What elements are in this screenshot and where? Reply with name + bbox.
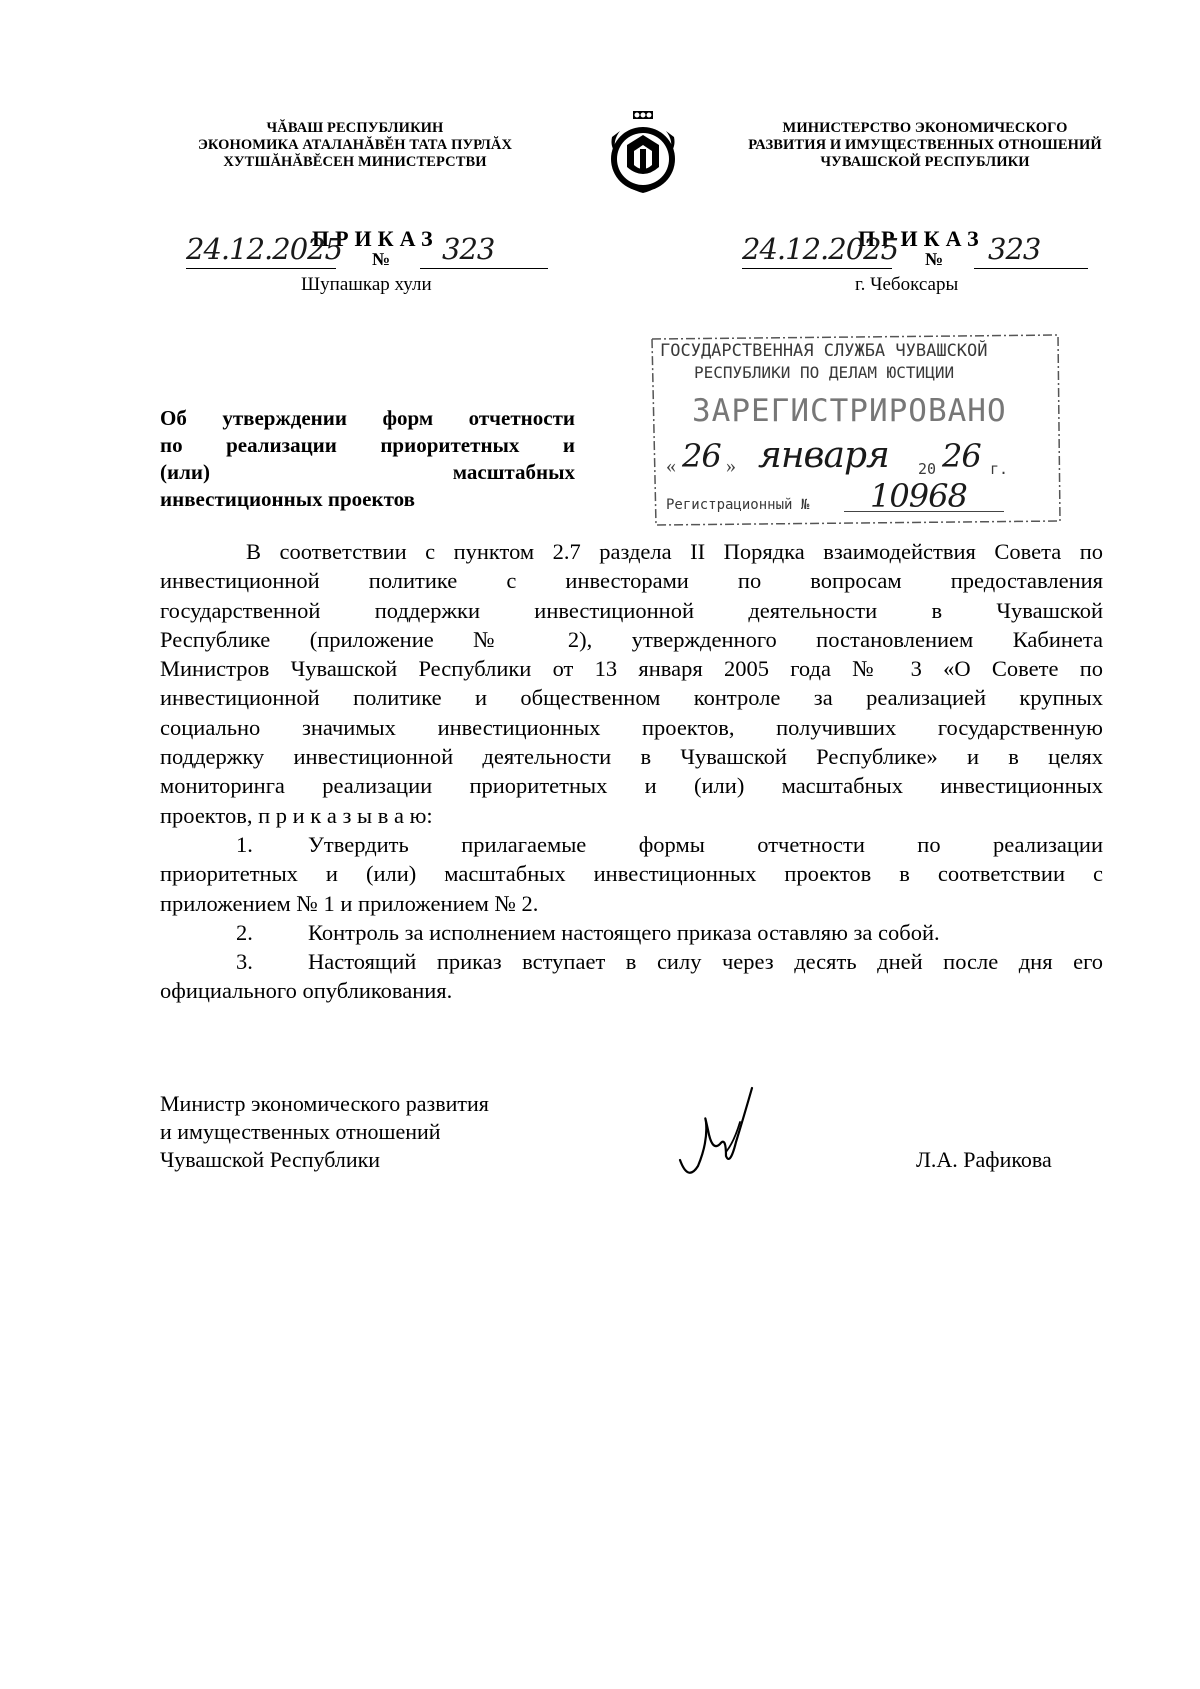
- body-line: инвестиционной политике и общественном контроле за реализацией крупных: [160, 685, 1103, 711]
- stamp-line1: ГОСУДАРСТВЕННАЯ СЛУЖБА ЧУВАШСКОЙ: [660, 341, 988, 361]
- body-line: проектов, п р и к а з ы в а ю:: [160, 802, 433, 828]
- body-line: поддержку инвестиционной деятельности в Чувашской Республике» и в целях: [160, 744, 1103, 770]
- body-line: официального опубликования.: [160, 978, 453, 1004]
- position-line: Министр экономического развития: [160, 1091, 489, 1116]
- registration-stamp: [648, 325, 1062, 531]
- header-right-line: РАЗВИТИЯ И ИМУЩЕСТВЕННЫХ ОТНОШЕНИЙ: [748, 137, 1102, 153]
- stamp-reg-label: Регистрационный №: [666, 497, 810, 513]
- body-line: социально значимых инвестиционных проектов, получивших государственную: [160, 714, 1103, 740]
- title-line: инвестиционных проектов: [160, 487, 415, 511]
- signatory-position: [160, 1090, 489, 1174]
- body-line: Республике (приложение № 2), утвержденного постановлением Кабинета: [160, 626, 1103, 652]
- header-left-line: ХУТШĂНĂВĔСЕН МИНИСТЕРСТВИ: [223, 154, 487, 170]
- stamp-quote-open: «: [666, 455, 676, 477]
- header-right: [720, 120, 1130, 171]
- stamp-year-g: г.: [990, 460, 1009, 478]
- position-line: и имущественных отношений: [160, 1119, 441, 1144]
- stamp-quote-close: »: [726, 455, 736, 477]
- order-date-left: 24.12.2025: [186, 232, 336, 269]
- document-title: [160, 405, 575, 513]
- order-number-right: 323: [974, 232, 1088, 269]
- title-line: Об утверждении форм отчетности: [160, 406, 575, 430]
- order-number-sign-right: №: [925, 249, 944, 269]
- stamp-year-prefix: 20: [918, 460, 937, 478]
- stamp-line2: РЕСПУБЛИКИ ПО ДЕЛАМ ЮСТИЦИИ: [694, 363, 955, 382]
- handwritten-signature: [668, 1082, 768, 1188]
- body-line: государственной поддержки инвестиционной деятельности в Чувашской: [160, 597, 1103, 623]
- item-text: Настоящий приказ вступает в силу через десять дней после дня его: [308, 949, 1103, 975]
- body-line: приложением № 1 и приложением № 2.: [160, 890, 539, 916]
- stamp-day: 26: [682, 437, 721, 475]
- place-left: Шупашкар хули: [301, 274, 432, 295]
- body-line: инвестиционной политике с инвесторами по вопросам предоставления: [160, 568, 1103, 594]
- body-line: Министров Чувашской Республики от 13 января 2005 года № 3 «О Совете по: [160, 656, 1103, 682]
- order-date-right: 24.12.2025: [742, 232, 892, 269]
- title-line: (или) масштабных: [160, 460, 575, 484]
- list-item: [160, 947, 1103, 976]
- order-number-sign-left: №: [372, 249, 391, 269]
- header-left-line: ЧĂВАШ РЕСПУБЛИКИН: [266, 120, 444, 136]
- list-item: [160, 918, 1103, 947]
- item-text: Утвердить прилагаемые формы отчетности по реализации: [308, 831, 1103, 857]
- body-line: В соответствии с пунктом 2.7 раздела II Порядка взаимодействия Совета по: [246, 539, 1103, 564]
- header-left-line: ЭКОНОМИКА АТАЛАНĂВĔН ТАТА ПУРЛĂХ: [197, 137, 513, 153]
- signatory-name: Л.А. Рафикова: [916, 1147, 1052, 1172]
- title-line: по реализации приоритетных и: [160, 433, 575, 457]
- item-number: 1.: [236, 831, 253, 857]
- header-left: [150, 120, 560, 171]
- order-word-right: ПРИКАЗ: [858, 226, 985, 251]
- place-right: г. Чебоксары: [855, 274, 959, 295]
- header-right-line: ЧУВАШСКОЙ РЕСПУБЛИКИ: [820, 154, 1030, 170]
- coat-of-arms-emblem: [606, 111, 680, 197]
- body-line: приоритетных и (или) масштабных инвестиционных проектов в соответствии с: [160, 861, 1103, 887]
- stamp-year-suffix: 26: [942, 437, 981, 475]
- order-body: [160, 537, 1103, 1006]
- header-right-line: МИНИСТЕРСТВО ЭКОНОМИЧЕСКОГО: [782, 120, 1068, 136]
- position-line: Чувашской Республики: [160, 1147, 381, 1172]
- order-word-left: ПРИКАЗ: [312, 226, 439, 251]
- order-number-left: 323: [420, 232, 548, 269]
- stamp-reg-number: 10968: [870, 477, 967, 515]
- item-number: 2.: [236, 919, 253, 945]
- list-item: [160, 830, 1103, 859]
- body-line: мониторинга реализации приоритетных и (или) масштабных инвестиционных: [160, 773, 1103, 799]
- item-number: 3.: [236, 949, 253, 975]
- stamp-month: января: [758, 435, 889, 476]
- stamp-registered: ЗАРЕГИСТРИРОВАНО: [692, 393, 1007, 429]
- item-text: Контроль за исполнением настоящего приказа оставляю за собой.: [308, 919, 940, 945]
